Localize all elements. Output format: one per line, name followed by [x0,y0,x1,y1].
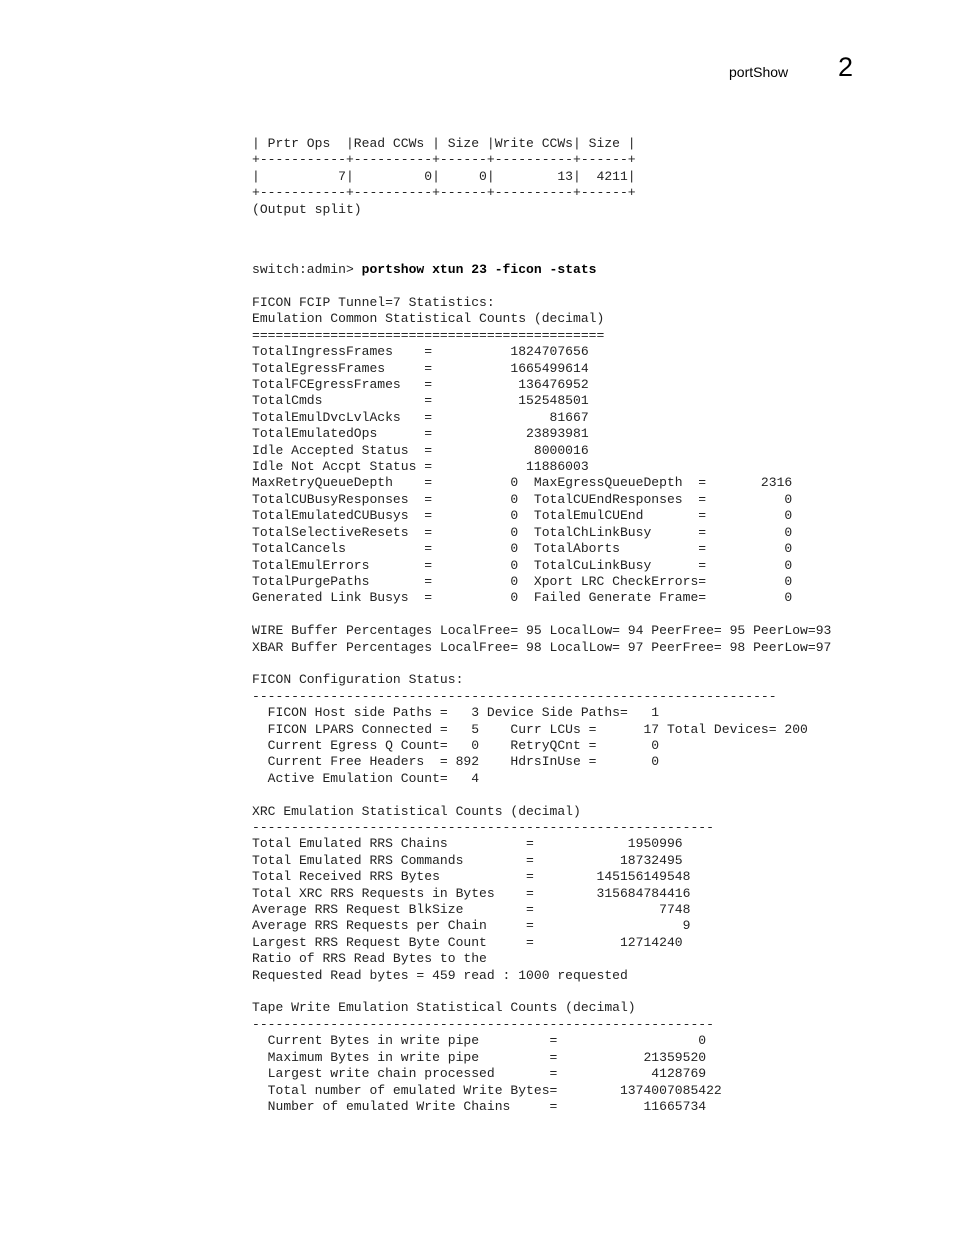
code-line: | Prtr Ops |Read CCWs | Size |Write CCWs| Size | [252,136,636,151]
code-line: FICON FCIP Tunnel=7 Statistics: [252,295,495,310]
code-line: Total XRC RRS Requests in Bytes = 315684784416 [252,885,691,901]
code-line: TotalEmulatedCUBusys = 0 TotalEmulCUEnd = 0 [252,508,793,524]
code-line: Tape Write Emulation Statistical Counts (decimal) [252,1000,636,1016]
code-line: TotalCancels = 0 TotalAborts = 0 [252,541,793,557]
code-line: Active Emulation Count= 4 [252,770,480,786]
code-line: WIRE Buffer Percentages LocalFree= 95 LocalLow= 94 PeerFree= 95 PeerLow=93 [252,623,832,639]
code-line: Maximum Bytes in write pipe = 21359520 [252,1049,707,1065]
command-text: portshow xtun 23 -ficon -stats [361,262,597,277]
command-prompt: switch:admin> [252,262,362,277]
code-line: Current Bytes in write pipe = 0 [252,1033,707,1049]
code-line: ------------------------------------------------------------------- [252,688,777,704]
section-title: portShow [729,64,789,80]
code-line: TotalCUBusyResponses = 0 TotalCUEndResponses = 0 [252,491,793,507]
code-line: TotalIngressFrames = 1824707656 [252,344,589,360]
code-line: ----------------------------------------------------------- [252,820,714,835]
chapter-number: 2 [838,52,854,82]
code-line: Current Egress Q Count= 0 RetryQCnt = 0 [252,737,660,753]
code-line: Idle Accepted Status = 8000016 [252,442,589,458]
code-line: Number of emulated Write Chains = 11665734 [252,1098,707,1114]
code-line: Largest write chain processed = 4128769 [252,1066,707,1082]
code-line: Total number of emulated Write Bytes= 1374007085422 [252,1082,722,1098]
code-line: TotalEmulatedOps = 23893981 [252,426,589,442]
code-line: Emulation Common Statistical Counts (decimal) [252,311,605,327]
code-line: ----------------------------------------------------------- [252,1016,714,1032]
code-line: Requested Read bytes = 459 read : 1000 requested [252,967,628,983]
code-line: Current Free Headers = 892 HdrsInUse = 0 [252,754,660,770]
code-line: ============================================= [252,327,605,343]
code-line: FICON LPARS Connected = 5 Curr LCUs = 17 Total Devices= 200 [252,721,808,737]
code-line: TotalEgressFrames = 1665499614 [252,360,589,376]
code-line: TotalPurgePaths = 0 Xport LRC CheckErrors= 0 [252,573,793,589]
code-line: TotalFCEgressFrames = 136476952 [252,377,589,393]
code-line: FICON Configuration Status: [252,672,464,688]
code-line: | 7| 0| 0| 13| 4211| [252,168,636,184]
code-line: TotalEmulErrors = 0 TotalCuLinkBusy = 0 [252,557,793,573]
code-line: +-----------+----------+------+----------+------+ [252,185,636,201]
code-line: Total Emulated RRS Chains = 1950996 [252,836,683,852]
code-line: Average RRS Request BlkSize = 7748 [252,902,691,918]
code-line: Generated Link Busys = 0 Failed Generate Frame= 0 [252,590,793,606]
code-line: Total Received RRS Bytes = 145156149548 [252,869,691,885]
code-line: MaxRetryQueueDepth = 0 MaxEgressQueueDepth = 2316 [252,475,793,491]
code-line: Total Emulated RRS Commands = 18732495 [252,852,683,868]
code-line: Largest RRS Request Byte Count = 12714240 [252,934,683,950]
code-line: TotalEmulDvcLvlAcks = 81667 [252,409,589,425]
code-line: Ratio of RRS Read Bytes to the [252,951,487,967]
code-output-top [252,136,636,218]
code-line: TotalSelectiveResets = 0 TotalChLinkBusy = 0 [252,524,793,540]
code-line: Idle Not Accpt Status = 11886003 [252,459,589,475]
code-line: FICON Host side Paths = 3 Device Side Paths= 1 [252,705,660,721]
command-line [252,262,597,278]
code-output-main [252,295,831,1115]
code-line: XBAR Buffer Percentages LocalFree= 98 LocalLow= 97 PeerFree= 98 PeerLow=97 [252,639,832,655]
code-line: XRC Emulation Statistical Counts (decimal) [252,803,581,819]
code-line: +-----------+----------+------+----------+------+ [252,152,636,168]
code-line: Average RRS Requests per Chain = 9 [252,918,691,934]
code-line: TotalCmds = 152548501 [252,393,589,409]
code-line: (Output split) [252,201,362,217]
